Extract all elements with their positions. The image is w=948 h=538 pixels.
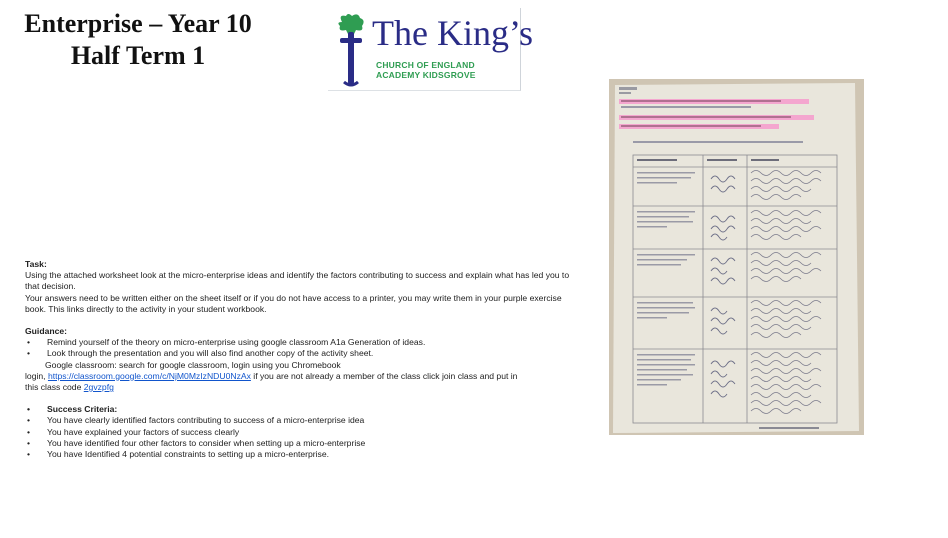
logo-subtitle: CHURCH OF ENGLAND ACADEMY KIDSGROVE bbox=[376, 60, 476, 80]
success-item: • You have identified four other factors to consider when setting up a micro-enterprise bbox=[25, 438, 573, 449]
instructions bbox=[25, 259, 573, 460]
task-heading: Task: bbox=[25, 259, 47, 269]
classroom-instructions: Google classroom: search for google classroom, login using you Chromebook bbox=[45, 359, 341, 370]
classroom-login-line: login, https://classroom.google.com/c/NjM0MzIzNDU0NzAx if you are not already a member of the class click join class and put in bbox=[25, 370, 518, 381]
worksheet-photo-image bbox=[609, 79, 864, 435]
success-item: • You have explained your factors of success clearly bbox=[25, 427, 573, 438]
logo-name: The King’s bbox=[372, 13, 533, 53]
guidance-item: • Remind yourself of the theory on micro-enterprise using google classroom A1a Generation of ideas. bbox=[25, 337, 573, 348]
success-item: • You have Identified 4 potential constraints to setting up a micro-enterprise. bbox=[25, 449, 573, 460]
success-heading: • Success Criteria: bbox=[25, 404, 573, 415]
worksheet-photo bbox=[609, 79, 864, 435]
guidance-item: • Look through the presentation and you will also find another copy of the activity sheet. bbox=[25, 348, 573, 359]
task-text-2: Your answers need to be written either on the sheet itself or if you do not have access to a printer, you may write them in your purple exercise book. This links directly to the activity in your student workbook. bbox=[25, 292, 562, 314]
page-title bbox=[10, 8, 266, 72]
title-line-1: Enterprise – Year 10 bbox=[24, 9, 252, 38]
title-line-2: Half Term 1 bbox=[70, 41, 206, 70]
classroom-link[interactable]: https://classroom.google.com/c/NjM0MzIzNDU0NzAx bbox=[47, 370, 251, 381]
guidance-heading: Guidance: bbox=[25, 326, 68, 337]
task-text-1: Using the attached worksheet look at the micro-enterprise ideas and identify the factors contributing to success and explain what has led you to that decision. bbox=[25, 270, 570, 292]
class-code-link[interactable]: 2gvzpfg bbox=[83, 382, 114, 393]
class-code-line: this class code 2gvzpfg bbox=[25, 382, 114, 393]
success-item: • You have clearly identified factors contributing to success of a micro-enterprise idea bbox=[25, 415, 573, 426]
school-logo bbox=[328, 8, 533, 91]
cross-tree-icon bbox=[334, 12, 368, 88]
